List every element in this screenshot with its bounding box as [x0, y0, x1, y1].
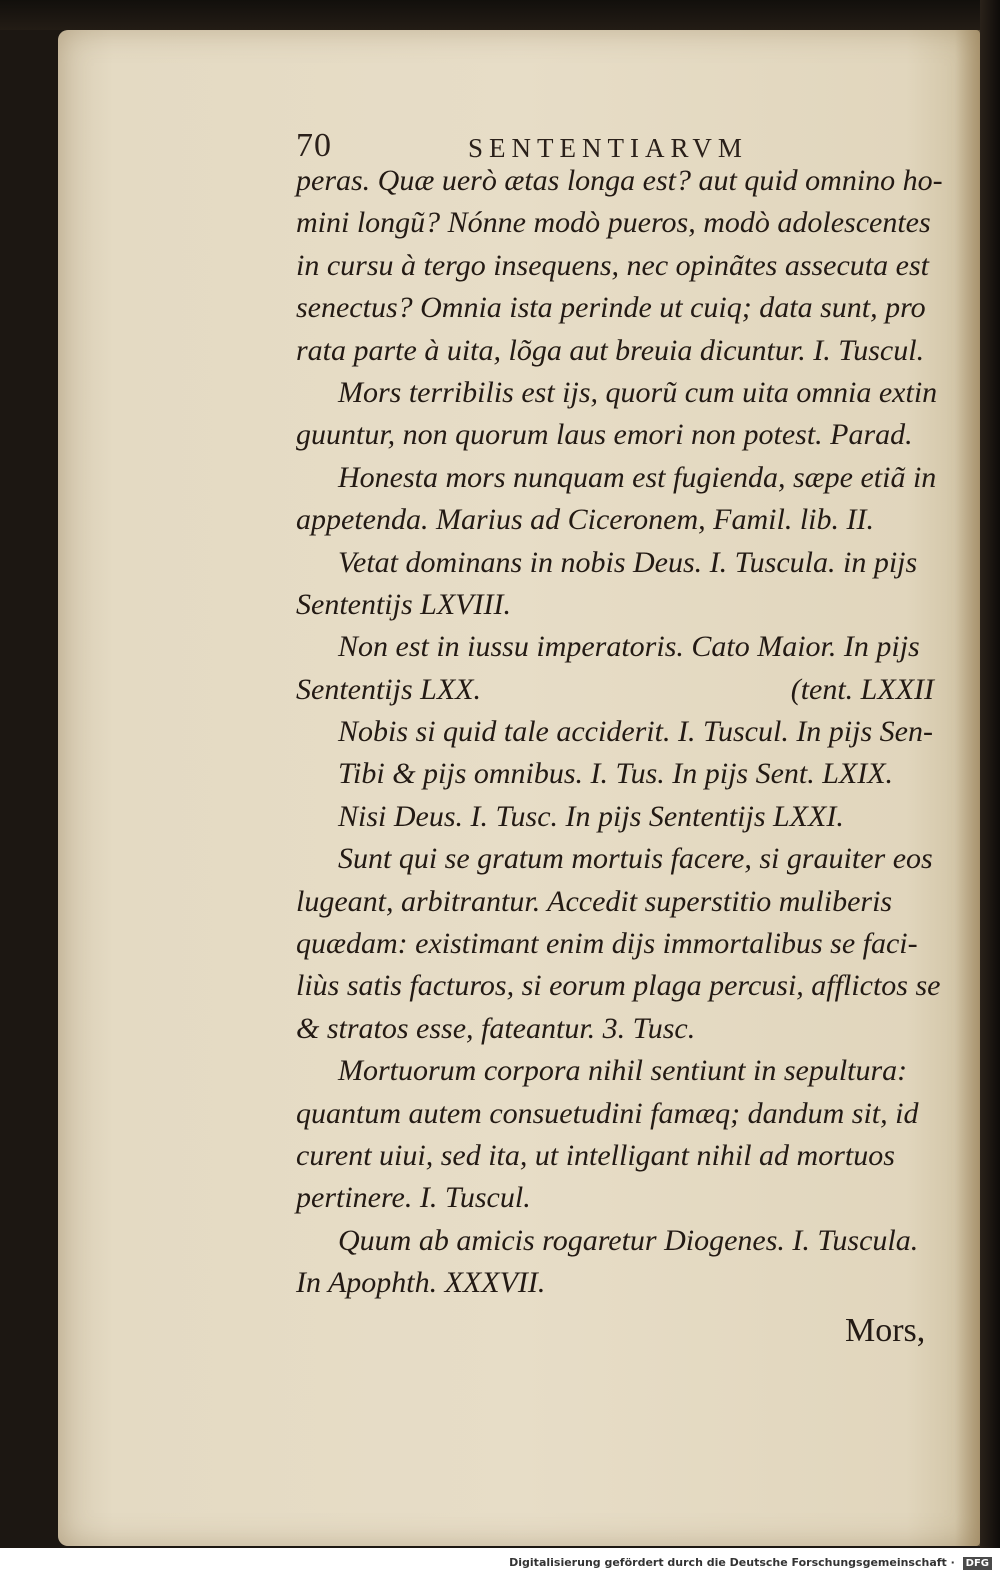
- text-line: quædam: existimant enim dijs immortalibus se faci-: [296, 927, 918, 961]
- text-line: in cursu à tergo insequens, nec opinãtes assecuta est: [296, 248, 929, 282]
- book-edge: [980, 0, 1000, 1548]
- text-line: Sunt qui se gratum mortuis facere, si grauiter eos: [338, 842, 933, 876]
- text-line: Nisi Deus. I. Tusc. In pijs Sententijs LXXI.: [338, 799, 844, 833]
- text-line: senectus? Omnia ista perinde ut cuiq; data sunt, pro: [296, 291, 926, 325]
- text-line: appetenda. Marius ad Ciceronem, Famil. lib. II.: [296, 503, 874, 537]
- running-head: SENTENTIARVM: [468, 133, 748, 163]
- text-line: pertinere. I. Tuscul.: [296, 1181, 531, 1215]
- catchword: Mors,: [845, 1312, 926, 1349]
- text-line: Honesta mors nunquam est fugienda, sæpe etiã in: [338, 460, 937, 494]
- text-line: Sententijs LXVIII.: [296, 587, 511, 621]
- text-line: guuntur, non quorum laus emori non potest. Parad.: [296, 418, 913, 452]
- digitization-credit: [509, 1556, 992, 1570]
- text-line: quantum autem consuetudini famæq; dandum sit, id: [296, 1096, 919, 1130]
- text-line: mini longũ? Nónne modò pueros, modò adolescentes: [296, 206, 931, 240]
- text-line: In Apophth. XXXVII.: [296, 1266, 546, 1300]
- text-line: Mortuorum corpora nihil sentiunt in sepultura:: [338, 1054, 908, 1088]
- page-text: [296, 160, 946, 1305]
- text-line: Mors terribilis est ijs, quorũ cum uita omnia extin: [338, 375, 938, 409]
- text-line: & stratos esse, fateantur. 3. Tusc.: [296, 1011, 696, 1045]
- page-number: 70: [296, 127, 332, 164]
- text-line: (tent. LXXII: [790, 672, 934, 706]
- text-line: Tibi & pijs omnibus. I. Tus. In pijs Sent. LXIX.: [338, 757, 894, 791]
- dfg-logo: DFG: [963, 1557, 992, 1570]
- text-line: peras. Quæ uerò ætas longa est? aut quid omnino ho-: [296, 164, 943, 197]
- text-line: liùs satis facturos, si eorum plaga percusi, afflictos se: [296, 969, 941, 1003]
- text-line: Sententijs LXX.: [296, 672, 481, 706]
- text-line: rata parte à uita, lõga aut breuia dicuntur. I. Tuscul.: [296, 333, 925, 367]
- text-line: Non est in iussu imperatoris. Cato Maior. In pijs: [338, 630, 920, 664]
- page-gutter-shadow: [955, 30, 980, 1546]
- text-line: lugeant, arbitrantur. Accedit superstitio muliberis: [296, 884, 893, 918]
- text-line: Nobis si quid tale acciderit. I. Tuscul. In pijs Sen-: [338, 715, 933, 749]
- text-line: Quum ab amicis rogaretur Diogenes. I. Tuscula.: [338, 1223, 919, 1257]
- text-line: curent uiui, sed ita, ut intelligant nihil ad mortuos: [296, 1138, 895, 1172]
- credit-text: Digitalisierung gefördert durch die Deutsche Forschungsgemeinschaft ·: [509, 1556, 955, 1569]
- text-line: Vetat dominans in nobis Deus. I. Tuscula. in pijs: [338, 545, 918, 579]
- scan-background-top: [0, 0, 1000, 30]
